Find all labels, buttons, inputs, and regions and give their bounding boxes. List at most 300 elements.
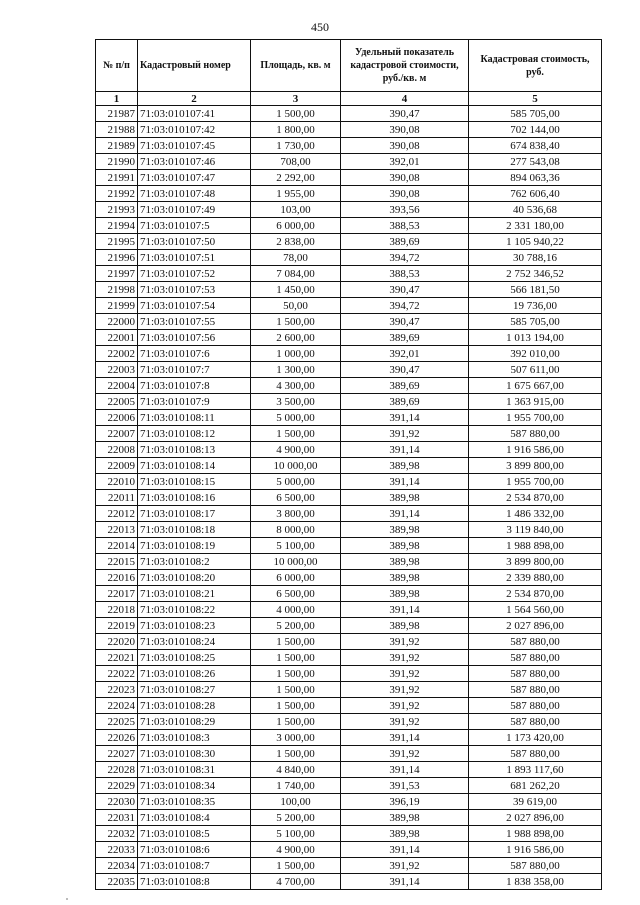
row-number-cell: 22031 bbox=[96, 810, 138, 826]
table-row bbox=[96, 826, 602, 842]
cadastral-number-cell: 71:03:010108:16 bbox=[138, 490, 251, 506]
cadastral-value-cell: 1 675 667,00 bbox=[469, 378, 602, 394]
column-number: 1 bbox=[96, 92, 138, 106]
row-number-cell: 22005 bbox=[96, 394, 138, 410]
cadastral-number-cell: 71:03:010107:47 bbox=[138, 170, 251, 186]
area-cell: 5 000,00 bbox=[251, 474, 341, 490]
cadastral-value-cell: 40 536,68 bbox=[469, 202, 602, 218]
cadastral-value-cell: 585 705,00 bbox=[469, 106, 602, 122]
area-cell: 100,00 bbox=[251, 794, 341, 810]
table-row bbox=[96, 170, 602, 186]
row-number-cell: 22032 bbox=[96, 826, 138, 842]
area-cell: 1 500,00 bbox=[251, 858, 341, 874]
cadastral-number-cell: 71:03:010108:31 bbox=[138, 762, 251, 778]
row-number-cell: 22028 bbox=[96, 762, 138, 778]
table-row bbox=[96, 874, 602, 890]
specific-value-cell: 389,98 bbox=[341, 586, 469, 602]
cadastral-number-cell: 71:03:010108:5 bbox=[138, 826, 251, 842]
specific-value-cell: 389,98 bbox=[341, 826, 469, 842]
cadastral-number-cell: 71:03:010108:15 bbox=[138, 474, 251, 490]
row-number-cell: 22019 bbox=[96, 618, 138, 634]
cadastral-value-cell: 1 893 117,60 bbox=[469, 762, 602, 778]
cadastral-value-cell: 1 363 915,00 bbox=[469, 394, 602, 410]
area-cell: 708,00 bbox=[251, 154, 341, 170]
column-number: 4 bbox=[341, 92, 469, 106]
table-row bbox=[96, 618, 602, 634]
specific-value-cell: 392,01 bbox=[341, 346, 469, 362]
area-cell: 5 200,00 bbox=[251, 618, 341, 634]
cadastral-number-cell: 71:03:010108:35 bbox=[138, 794, 251, 810]
cadastral-number-cell: 71:03:010108:21 bbox=[138, 586, 251, 602]
cadastral-number-cell: 71:03:010108:4 bbox=[138, 810, 251, 826]
specific-value-cell: 391,14 bbox=[341, 842, 469, 858]
cadastral-number-cell: 71:03:010108:13 bbox=[138, 442, 251, 458]
specific-value-cell: 391,14 bbox=[341, 474, 469, 490]
header-area: Площадь, кв. м bbox=[251, 40, 341, 92]
area-cell: 6 000,00 bbox=[251, 570, 341, 586]
area-cell: 10 000,00 bbox=[251, 458, 341, 474]
area-cell: 1 450,00 bbox=[251, 282, 341, 298]
column-number: 3 bbox=[251, 92, 341, 106]
cadastral-number-cell: 71:03:010107:5 bbox=[138, 218, 251, 234]
cadastral-number-cell: 71:03:010108:3 bbox=[138, 730, 251, 746]
area-cell: 1 955,00 bbox=[251, 186, 341, 202]
table-row bbox=[96, 538, 602, 554]
cadastral-value-cell: 587 880,00 bbox=[469, 698, 602, 714]
cadastral-value-cell: 587 880,00 bbox=[469, 426, 602, 442]
cadastral-value-cell: 1 013 194,00 bbox=[469, 330, 602, 346]
specific-value-cell: 391,92 bbox=[341, 426, 469, 442]
row-number-cell: 22021 bbox=[96, 650, 138, 666]
table-row bbox=[96, 474, 602, 490]
specific-value-cell: 389,98 bbox=[341, 810, 469, 826]
cadastral-value-cell: 1 988 898,00 bbox=[469, 538, 602, 554]
row-number-cell: 22018 bbox=[96, 602, 138, 618]
area-cell: 2 838,00 bbox=[251, 234, 341, 250]
row-number-cell: 22022 bbox=[96, 666, 138, 682]
cadastral-number-cell: 71:03:010108:23 bbox=[138, 618, 251, 634]
row-number-cell: 22007 bbox=[96, 426, 138, 442]
specific-value-cell: 389,98 bbox=[341, 522, 469, 538]
row-number-cell: 22017 bbox=[96, 586, 138, 602]
table-row bbox=[96, 586, 602, 602]
specific-value-cell: 391,92 bbox=[341, 698, 469, 714]
cadastral-value-cell: 1 955 700,00 bbox=[469, 410, 602, 426]
area-cell: 6 500,00 bbox=[251, 490, 341, 506]
cadastral-value-cell: 587 880,00 bbox=[469, 714, 602, 730]
table-row bbox=[96, 346, 602, 362]
specific-value-cell: 389,69 bbox=[341, 234, 469, 250]
specific-value-cell: 390,08 bbox=[341, 170, 469, 186]
table-row bbox=[96, 842, 602, 858]
specific-value-cell: 391,92 bbox=[341, 714, 469, 730]
area-cell: 4 840,00 bbox=[251, 762, 341, 778]
area-cell: 5 100,00 bbox=[251, 538, 341, 554]
table-row bbox=[96, 138, 602, 154]
cadastral-number-cell: 71:03:010108:22 bbox=[138, 602, 251, 618]
area-cell: 1 500,00 bbox=[251, 634, 341, 650]
specific-value-cell: 391,14 bbox=[341, 730, 469, 746]
specific-value-cell: 391,92 bbox=[341, 746, 469, 762]
cadastral-number-cell: 71:03:010107:51 bbox=[138, 250, 251, 266]
cadastral-value-cell: 587 880,00 bbox=[469, 682, 602, 698]
table-row bbox=[96, 666, 602, 682]
cadastral-number-cell: 71:03:010108:24 bbox=[138, 634, 251, 650]
cadastral-value-cell: 2 752 346,52 bbox=[469, 266, 602, 282]
row-number-cell: 22015 bbox=[96, 554, 138, 570]
specific-value-cell: 388,53 bbox=[341, 266, 469, 282]
cadastral-number-cell: 71:03:010108:18 bbox=[138, 522, 251, 538]
area-cell: 1 500,00 bbox=[251, 746, 341, 762]
area-cell: 1 500,00 bbox=[251, 682, 341, 698]
row-number-cell: 22008 bbox=[96, 442, 138, 458]
column-number-row bbox=[96, 92, 602, 106]
cadastral-value-cell: 2 027 896,00 bbox=[469, 810, 602, 826]
cadastral-number-cell: 71:03:010107:42 bbox=[138, 122, 251, 138]
header-row-number: № п/п bbox=[96, 40, 138, 92]
cadastral-number-cell: 71:03:010108:2 bbox=[138, 554, 251, 570]
table-row bbox=[96, 490, 602, 506]
area-cell: 103,00 bbox=[251, 202, 341, 218]
area-cell: 1 500,00 bbox=[251, 714, 341, 730]
area-cell: 50,00 bbox=[251, 298, 341, 314]
row-number-cell: 22001 bbox=[96, 330, 138, 346]
cadastral-number-cell: 71:03:010107:45 bbox=[138, 138, 251, 154]
cadastral-value-cell: 277 543,08 bbox=[469, 154, 602, 170]
cadastral-value-cell: 587 880,00 bbox=[469, 650, 602, 666]
specific-value-cell: 392,01 bbox=[341, 154, 469, 170]
header-cadastral-value: Кадастровая стоимость, руб. bbox=[469, 40, 602, 92]
row-number-cell: 22006 bbox=[96, 410, 138, 426]
cadastral-number-cell: 71:03:010108:29 bbox=[138, 714, 251, 730]
table-row bbox=[96, 602, 602, 618]
table-row bbox=[96, 394, 602, 410]
area-cell: 6 000,00 bbox=[251, 218, 341, 234]
cadastral-value-cell: 3 899 800,00 bbox=[469, 554, 602, 570]
cadastral-value-cell: 1 916 586,00 bbox=[469, 842, 602, 858]
cadastral-number-cell: 71:03:010108:19 bbox=[138, 538, 251, 554]
row-number-cell: 22002 bbox=[96, 346, 138, 362]
row-number-cell: 22009 bbox=[96, 458, 138, 474]
table-row bbox=[96, 378, 602, 394]
specific-value-cell: 391,92 bbox=[341, 858, 469, 874]
cadastral-value-cell: 1 838 358,00 bbox=[469, 874, 602, 890]
row-number-cell: 22024 bbox=[96, 698, 138, 714]
table-row bbox=[96, 778, 602, 794]
cadastral-value-cell: 2 027 896,00 bbox=[469, 618, 602, 634]
cadastral-number-cell: 71:03:010107:50 bbox=[138, 234, 251, 250]
row-number-cell: 21998 bbox=[96, 282, 138, 298]
table-row bbox=[96, 330, 602, 346]
row-number-cell: 21992 bbox=[96, 186, 138, 202]
specific-value-cell: 389,98 bbox=[341, 538, 469, 554]
cadastral-number-cell: 71:03:010108:7 bbox=[138, 858, 251, 874]
cadastral-value-cell: 1 916 586,00 bbox=[469, 442, 602, 458]
cadastral-value-cell: 894 063,36 bbox=[469, 170, 602, 186]
row-number-cell: 22023 bbox=[96, 682, 138, 698]
row-number-cell: 21993 bbox=[96, 202, 138, 218]
area-cell: 2 600,00 bbox=[251, 330, 341, 346]
cadastral-value-cell: 1 105 940,22 bbox=[469, 234, 602, 250]
cadastral-number-cell: 71:03:010108:17 bbox=[138, 506, 251, 522]
area-cell: 1 500,00 bbox=[251, 650, 341, 666]
specific-value-cell: 391,14 bbox=[341, 874, 469, 890]
row-number-cell: 22026 bbox=[96, 730, 138, 746]
cadastral-number-cell: 71:03:010107:49 bbox=[138, 202, 251, 218]
table-row bbox=[96, 730, 602, 746]
cadastral-number-cell: 71:03:010107:56 bbox=[138, 330, 251, 346]
table-row bbox=[96, 186, 602, 202]
table-row bbox=[96, 858, 602, 874]
specific-value-cell: 391,92 bbox=[341, 634, 469, 650]
cadastral-value-cell: 3 899 800,00 bbox=[469, 458, 602, 474]
cadastral-number-cell: 71:03:010108:28 bbox=[138, 698, 251, 714]
cadastral-value-cell: 587 880,00 bbox=[469, 666, 602, 682]
table-row bbox=[96, 698, 602, 714]
table-body bbox=[96, 92, 602, 890]
specific-value-cell: 389,98 bbox=[341, 458, 469, 474]
cadastral-value-cell: 3 119 840,00 bbox=[469, 522, 602, 538]
cadastral-number-cell: 71:03:010108:25 bbox=[138, 650, 251, 666]
specific-value-cell: 391,92 bbox=[341, 682, 469, 698]
area-cell: 7 084,00 bbox=[251, 266, 341, 282]
specific-value-cell: 391,92 bbox=[341, 666, 469, 682]
specific-value-cell: 389,98 bbox=[341, 490, 469, 506]
table-row bbox=[96, 570, 602, 586]
specific-value-cell: 391,53 bbox=[341, 778, 469, 794]
cadastral-value-cell: 762 606,40 bbox=[469, 186, 602, 202]
cadastral-value-cell: 19 736,00 bbox=[469, 298, 602, 314]
cadastral-number-cell: 71:03:010108:12 bbox=[138, 426, 251, 442]
area-cell: 1 000,00 bbox=[251, 346, 341, 362]
row-number-cell: 22035 bbox=[96, 874, 138, 890]
cadastral-value-cell: 1 486 332,00 bbox=[469, 506, 602, 522]
specific-value-cell: 389,69 bbox=[341, 330, 469, 346]
row-number-cell: 22014 bbox=[96, 538, 138, 554]
table-row bbox=[96, 410, 602, 426]
cadastral-value-cell: 2 534 870,00 bbox=[469, 490, 602, 506]
table-header bbox=[96, 40, 602, 92]
specific-value-cell: 393,56 bbox=[341, 202, 469, 218]
area-cell: 3 500,00 bbox=[251, 394, 341, 410]
area-cell: 2 292,00 bbox=[251, 170, 341, 186]
table-row bbox=[96, 234, 602, 250]
cadastral-number-cell: 71:03:010107:7 bbox=[138, 362, 251, 378]
cadastral-number-cell: 71:03:010107:48 bbox=[138, 186, 251, 202]
table-row bbox=[96, 154, 602, 170]
area-cell: 1 500,00 bbox=[251, 666, 341, 682]
table-row bbox=[96, 442, 602, 458]
cadastral-value-cell: 2 331 180,00 bbox=[469, 218, 602, 234]
cadastral-number-cell: 71:03:010108:30 bbox=[138, 746, 251, 762]
area-cell: 1 500,00 bbox=[251, 698, 341, 714]
table-row bbox=[96, 794, 602, 810]
table-row bbox=[96, 122, 602, 138]
table-row bbox=[96, 634, 602, 650]
row-number-cell: 21988 bbox=[96, 122, 138, 138]
cadastral-value-cell: 2 534 870,00 bbox=[469, 586, 602, 602]
table-row bbox=[96, 202, 602, 218]
row-number-cell: 21995 bbox=[96, 234, 138, 250]
area-cell: 1 500,00 bbox=[251, 106, 341, 122]
table-row bbox=[96, 298, 602, 314]
cadastral-value-cell: 30 788,16 bbox=[469, 250, 602, 266]
table-row bbox=[96, 522, 602, 538]
area-cell: 10 000,00 bbox=[251, 554, 341, 570]
table-row bbox=[96, 218, 602, 234]
area-cell: 4 900,00 bbox=[251, 842, 341, 858]
row-number-cell: 22030 bbox=[96, 794, 138, 810]
specific-value-cell: 389,98 bbox=[341, 618, 469, 634]
table-row bbox=[96, 762, 602, 778]
row-number-cell: 22004 bbox=[96, 378, 138, 394]
column-number: 5 bbox=[469, 92, 602, 106]
area-cell: 1 300,00 bbox=[251, 362, 341, 378]
area-cell: 1 740,00 bbox=[251, 778, 341, 794]
cadastral-value-cell: 566 181,50 bbox=[469, 282, 602, 298]
area-cell: 4 000,00 bbox=[251, 602, 341, 618]
area-cell: 3 000,00 bbox=[251, 730, 341, 746]
row-number-cell: 21989 bbox=[96, 138, 138, 154]
row-number-cell: 22034 bbox=[96, 858, 138, 874]
row-number-cell: 22011 bbox=[96, 490, 138, 506]
specific-value-cell: 389,98 bbox=[341, 554, 469, 570]
area-cell: 5 000,00 bbox=[251, 410, 341, 426]
specific-value-cell: 390,47 bbox=[341, 362, 469, 378]
page-number: 450 bbox=[311, 20, 329, 34]
specific-value-cell: 390,08 bbox=[341, 122, 469, 138]
specific-value-cell: 391,14 bbox=[341, 506, 469, 522]
table-row bbox=[96, 650, 602, 666]
cadastral-value-cell: 702 144,00 bbox=[469, 122, 602, 138]
row-number-cell: 22000 bbox=[96, 314, 138, 330]
specific-value-cell: 389,69 bbox=[341, 378, 469, 394]
area-cell: 4 300,00 bbox=[251, 378, 341, 394]
specific-value-cell: 394,72 bbox=[341, 250, 469, 266]
cadastral-value-cell: 681 262,20 bbox=[469, 778, 602, 794]
cadastral-value-cell: 587 880,00 bbox=[469, 634, 602, 650]
cadastral-number-cell: 71:03:010107:53 bbox=[138, 282, 251, 298]
row-number-cell: 22012 bbox=[96, 506, 138, 522]
table-row bbox=[96, 314, 602, 330]
table-row bbox=[96, 106, 602, 122]
table-row bbox=[96, 682, 602, 698]
table-row bbox=[96, 746, 602, 762]
row-number-cell: 21987 bbox=[96, 106, 138, 122]
table-row bbox=[96, 266, 602, 282]
area-cell: 6 500,00 bbox=[251, 586, 341, 602]
table-row bbox=[96, 714, 602, 730]
cadastral-value-cell: 1 173 420,00 bbox=[469, 730, 602, 746]
specific-value-cell: 389,98 bbox=[341, 570, 469, 586]
row-number-cell: 22027 bbox=[96, 746, 138, 762]
cadastral-number-cell: 71:03:010107:55 bbox=[138, 314, 251, 330]
cadastral-number-cell: 71:03:010107:8 bbox=[138, 378, 251, 394]
cadastral-value-cell: 2 339 880,00 bbox=[469, 570, 602, 586]
row-number-cell: 21990 bbox=[96, 154, 138, 170]
area-cell: 1 500,00 bbox=[251, 426, 341, 442]
cadastral-number-cell: 71:03:010108:14 bbox=[138, 458, 251, 474]
header-specific-value: Удельный показатель кадастровой стоимости, руб./кв. м bbox=[341, 40, 469, 92]
specific-value-cell: 390,47 bbox=[341, 282, 469, 298]
specific-value-cell: 391,14 bbox=[341, 602, 469, 618]
specific-value-cell: 389,69 bbox=[341, 394, 469, 410]
cadastral-value-cell: 39 619,00 bbox=[469, 794, 602, 810]
row-number-cell: 22013 bbox=[96, 522, 138, 538]
cadastral-number-cell: 71:03:010107:54 bbox=[138, 298, 251, 314]
cadastral-number-cell: 71:03:010107:9 bbox=[138, 394, 251, 410]
row-number-cell: 22016 bbox=[96, 570, 138, 586]
row-number-cell: 22010 bbox=[96, 474, 138, 490]
cadastral-number-cell: 71:03:010108:26 bbox=[138, 666, 251, 682]
row-number-cell: 21991 bbox=[96, 170, 138, 186]
header-cadastral-number: Кадастровый номер bbox=[138, 40, 251, 92]
table-row bbox=[96, 250, 602, 266]
area-cell: 5 200,00 bbox=[251, 810, 341, 826]
cadastral-value-cell: 1 988 898,00 bbox=[469, 826, 602, 842]
table-row bbox=[96, 810, 602, 826]
specific-value-cell: 391,14 bbox=[341, 762, 469, 778]
cadastral-value-cell: 392 010,00 bbox=[469, 346, 602, 362]
specific-value-cell: 390,47 bbox=[341, 314, 469, 330]
row-number-cell: 22003 bbox=[96, 362, 138, 378]
cadastral-number-cell: 71:03:010108:20 bbox=[138, 570, 251, 586]
specific-value-cell: 391,14 bbox=[341, 442, 469, 458]
area-cell: 3 800,00 bbox=[251, 506, 341, 522]
table-row bbox=[96, 458, 602, 474]
row-number-cell: 21999 bbox=[96, 298, 138, 314]
row-number-cell: 22029 bbox=[96, 778, 138, 794]
area-cell: 1 730,00 bbox=[251, 138, 341, 154]
table-row bbox=[96, 282, 602, 298]
table-row bbox=[96, 426, 602, 442]
row-number-cell: 21997 bbox=[96, 266, 138, 282]
cadastral-value-cell: 585 705,00 bbox=[469, 314, 602, 330]
cadastral-number-cell: 71:03:010108:34 bbox=[138, 778, 251, 794]
row-number-cell: 22020 bbox=[96, 634, 138, 650]
cadastral-value-cell: 587 880,00 bbox=[469, 746, 602, 762]
table-row bbox=[96, 506, 602, 522]
area-cell: 4 900,00 bbox=[251, 442, 341, 458]
area-cell: 1 500,00 bbox=[251, 314, 341, 330]
area-cell: 4 700,00 bbox=[251, 874, 341, 890]
cadastral-number-cell: 71:03:010107:41 bbox=[138, 106, 251, 122]
row-number-cell: 21994 bbox=[96, 218, 138, 234]
cadastral-number-cell: 71:03:010107:6 bbox=[138, 346, 251, 362]
cadastral-number-cell: 71:03:010108:11 bbox=[138, 410, 251, 426]
area-cell: 1 800,00 bbox=[251, 122, 341, 138]
column-number: 2 bbox=[138, 92, 251, 106]
cadastral-value-cell: 507 611,00 bbox=[469, 362, 602, 378]
table-row bbox=[96, 362, 602, 378]
cadastral-number-cell: 71:03:010108:8 bbox=[138, 874, 251, 890]
cadastral-value-cell: 674 838,40 bbox=[469, 138, 602, 154]
cadastral-number-cell: 71:03:010107:46 bbox=[138, 154, 251, 170]
cadastral-value-cell: 1 955 700,00 bbox=[469, 474, 602, 490]
area-cell: 78,00 bbox=[251, 250, 341, 266]
specific-value-cell: 390,47 bbox=[341, 106, 469, 122]
area-cell: 8 000,00 bbox=[251, 522, 341, 538]
specific-value-cell: 390,08 bbox=[341, 138, 469, 154]
scan-speck bbox=[66, 898, 68, 900]
row-number-cell: 22033 bbox=[96, 842, 138, 858]
cadastral-number-cell: 71:03:010108:27 bbox=[138, 682, 251, 698]
specific-value-cell: 391,92 bbox=[341, 650, 469, 666]
specific-value-cell: 396,19 bbox=[341, 794, 469, 810]
cadastral-number-cell: 71:03:010108:6 bbox=[138, 842, 251, 858]
specific-value-cell: 394,72 bbox=[341, 298, 469, 314]
cadastral-value-cell: 1 564 560,00 bbox=[469, 602, 602, 618]
